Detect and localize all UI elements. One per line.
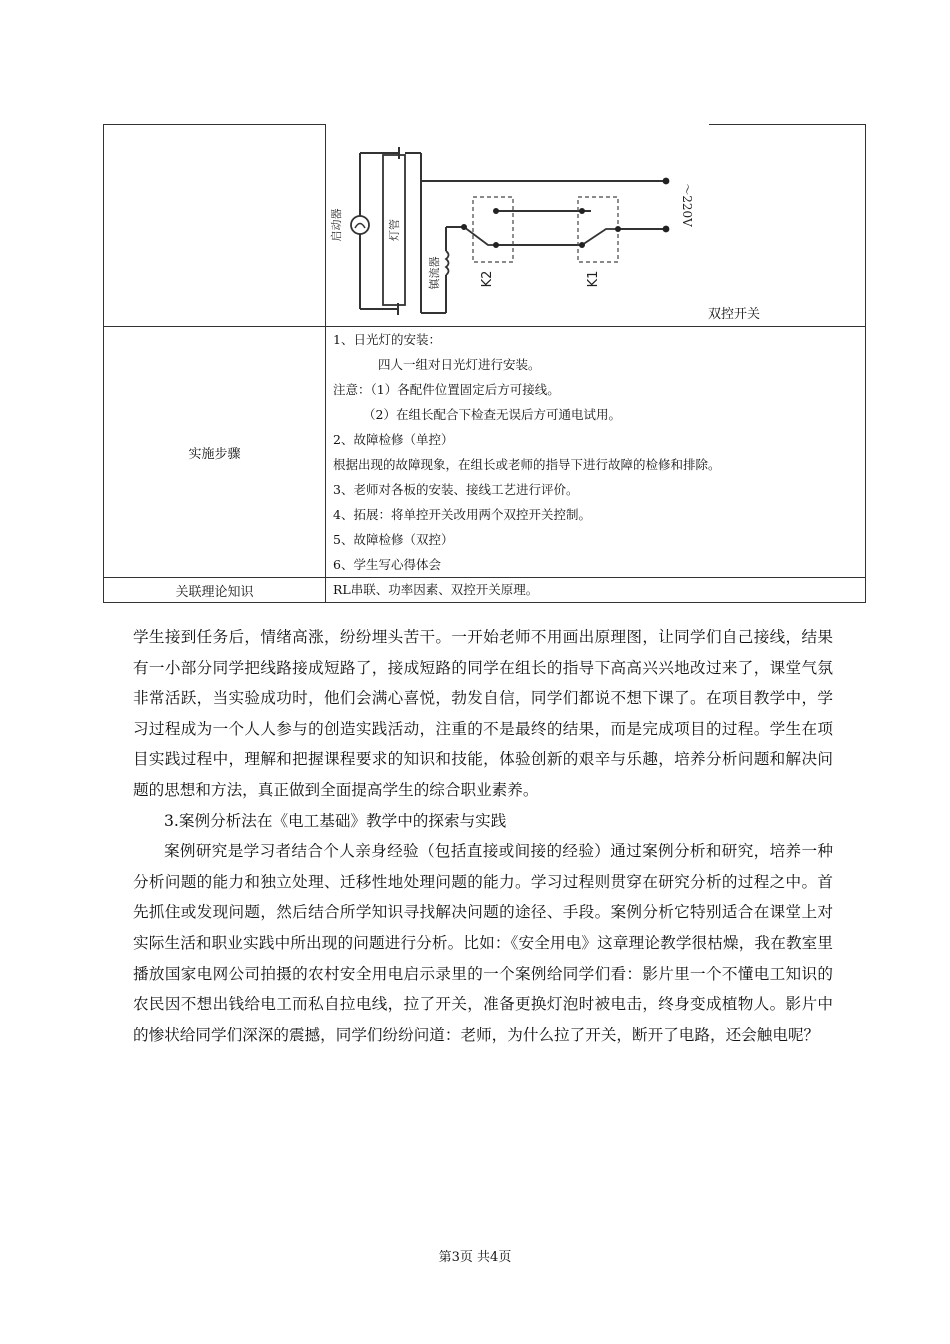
paragraph-case-study: 案例研究是学习者结合个人亲身经验（包括直接或间接的经验）通过案例分析和研究，培养一种分析问题的能力和独立处理、迁移性地处理问题的能力。学习过程则贯穿在研究分析的过程之中。首先抓住或发现问题，然后结合所学知识寻找解决问题的途径、手段。案例分析它特别适合在课堂上对实际生活和职业实践中所出现的问题进行分析。比如：《安全用电》这章理论教学很枯燥，我在教室里播放国家电网公司拍摄的农村安全用电启示录里的一个案例给同学们看：影片里一个不懂电工知识的农民因不想出钱给电工而私自拉电线，拉了开关，准备更换灯泡时被电击，终身变成植物人。影片中的惨状给同学们深深的震撼，同学们纷纷问道：老师，为什么拉了开关，断开了电路，还会触电呢？ — [133, 842, 833, 1044]
tube-label: 灯管 — [388, 219, 401, 241]
step-line: 2、故障检修（单控） — [333, 432, 454, 447]
step-line: 4、拓展：将单控开关改用两个双控开关控制。 — [333, 507, 591, 522]
step-line: （2）在组长配合下检查无误后方可通电试用。 — [363, 407, 621, 422]
k2-label: K2 — [480, 270, 495, 288]
ballast-label: 镇流器 — [428, 256, 441, 290]
step-line: 6、学生写心得体会 — [333, 557, 441, 572]
voltage-label: ～220V — [680, 183, 694, 227]
related-row — [104, 578, 866, 603]
step-line: 根据出现的故障现象，在组长或老师的指导下进行故障的检修和排除。 — [333, 457, 721, 472]
step-line: 1、日光灯的安装： — [333, 332, 441, 347]
steps-row — [104, 327, 866, 578]
paragraph-project-teaching: 学生接到任务后，情绪高涨，纷纷埋头苦干。一开始老师不用画出原理图，让同学们自己接线，结果有一小部分同学把线路接成短路了，接成短路的同学在组长的指导下高高兴兴地改过来了，课堂气氛非常活跃，当实验成功时，他们会满心喜悦，勃发自信，同学们都说不想下课了。在项目教学中，学习过程成为一个人人参与的创造实践活动，注重的不是最终的结果，而是完成项目的过程。学生在项目实践过程中，理解和把握课程要求的知识和技能，体验创新的艰辛与乐趣，培养分析问题和解决问题的思想和方法，真正做到全面提高学生的综合职业素养。 — [133, 628, 833, 799]
step-line: 四人一组对日光灯进行安装。 — [378, 357, 541, 372]
page-footer: 第3页 共4页 — [438, 1250, 512, 1265]
section-heading: 3.案例分析法在《电工基础》教学中的探索与实践 — [164, 811, 507, 830]
diagram-cell — [326, 125, 866, 327]
lesson-plan-table — [103, 124, 866, 603]
step-line: 5、故障检修（双控） — [333, 532, 454, 547]
related-value: RL串联、功率因素、双控开关原理。 — [326, 578, 866, 603]
step-line: 注意：（1）各配件位置固定后方可接线。 — [333, 382, 560, 397]
diagram-row-label — [104, 125, 326, 327]
k1-label: K1 — [586, 270, 601, 288]
dual-switch-circuit-diagram — [326, 125, 706, 325]
related-label: 关联理论知识 — [104, 578, 326, 603]
diagram-row — [104, 125, 866, 327]
starter-label: 启动器 — [330, 208, 343, 242]
steps-list — [326, 327, 866, 578]
steps-label: 实施步骤 — [104, 327, 326, 578]
diagram-caption: 双控开关 — [708, 307, 761, 322]
body-text — [133, 622, 833, 1050]
step-line: 3、老师对各板的安装、接线工艺进行评价。 — [333, 482, 579, 497]
